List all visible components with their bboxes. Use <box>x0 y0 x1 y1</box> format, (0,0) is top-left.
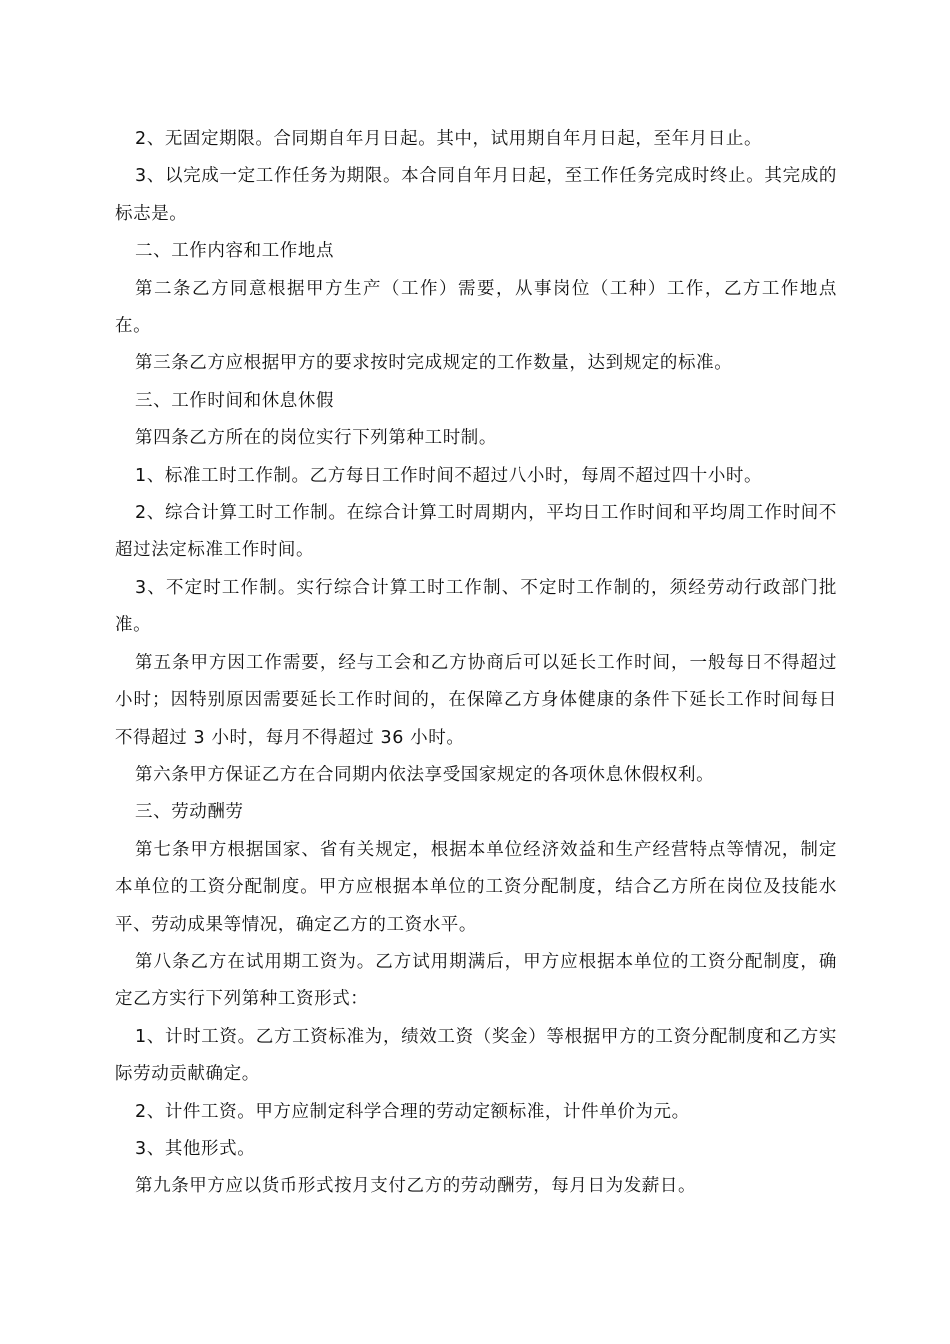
section-heading: 三、工作时间和休息休假 <box>135 390 335 411</box>
paragraph: 2、无固定期限。合同期自年月日起。其中，试用期自年月日起，至年月日止。 <box>135 129 763 149</box>
paragraph: 第四条乙方所在的岗位实行下列第种工时制。 <box>135 428 497 449</box>
paragraph: 第二条乙方同意根据甲方生产（工作）需要，从事岗位（工种）工作，乙方工作地点在。 <box>115 278 837 337</box>
paragraph: 第八条乙方在试用期工资为。乙方试用期满后，甲方应根据本单位的工资分配制度，确定乙方实行下列第种工资形式： <box>115 951 837 1010</box>
paragraph: 第六条甲方保证乙方在合同期内依法享受国家规定的各项休息休假权利。 <box>135 764 715 785</box>
paragraph: 第三条乙方应根据甲方的要求按时完成规定的工作数量，达到规定的标准。 <box>135 353 733 374</box>
paragraph: 3、不定时工作制。实行综合计算工时工作制、不定时工作制的，须经劳动行政部门批准。 <box>115 577 837 636</box>
paragraph: 第七条甲方根据国家、省有关规定，根据本单位经济效益和生产经营特点等情况，制定本单位的工资分配制度。甲方应根据本单位的工资分配制度，结合乙方所在岗位及技能水平、劳动成果等情况，确定乙方的工资水平。 <box>115 839 837 935</box>
paragraph: 1、计时工资。乙方工资标准为，绩效工资（奖金）等根据甲方的工资分配制度和乙方实际劳动贡献确定。 <box>115 1026 837 1085</box>
paragraph: 3、以完成一定工作任务为期限。本合同自年月日起，至工作任务完成时终止。其完成的标志是。 <box>115 166 837 224</box>
section-heading: 三、劳动酬劳 <box>135 802 244 823</box>
paragraph: 3、其他形式。 <box>135 1138 256 1159</box>
paragraph: 2、综合计算工时工作制。在综合计算工时周期内，平均日工作时间和平均周工作时间不超过法定标准工作时间。 <box>115 503 837 561</box>
paragraph: 第九条甲方应以货币形式按月支付乙方的劳动酬劳，每月日为发薪日。 <box>135 1176 697 1197</box>
document-body <box>115 121 837 1206</box>
paragraph: 1、标准工时工作制。乙方每日工作时间不超过八小时，每周不超过四十小时。 <box>135 465 763 486</box>
section-heading: 二、工作内容和工作地点 <box>135 241 335 262</box>
paragraph: 第五条甲方因工作需要，经与工会和乙方协商后可以延长工作时间，一般每日不得超过小时；因特别原因需要延长工作时间的，在保障乙方身体健康的条件下延长工作时间每日不得超过 3 小时，每月不得超过 36 小时。 <box>115 652 837 748</box>
paragraph: 2、计件工资。甲方应制定科学合理的劳动定额标准，计件单价为元。 <box>135 1101 690 1122</box>
